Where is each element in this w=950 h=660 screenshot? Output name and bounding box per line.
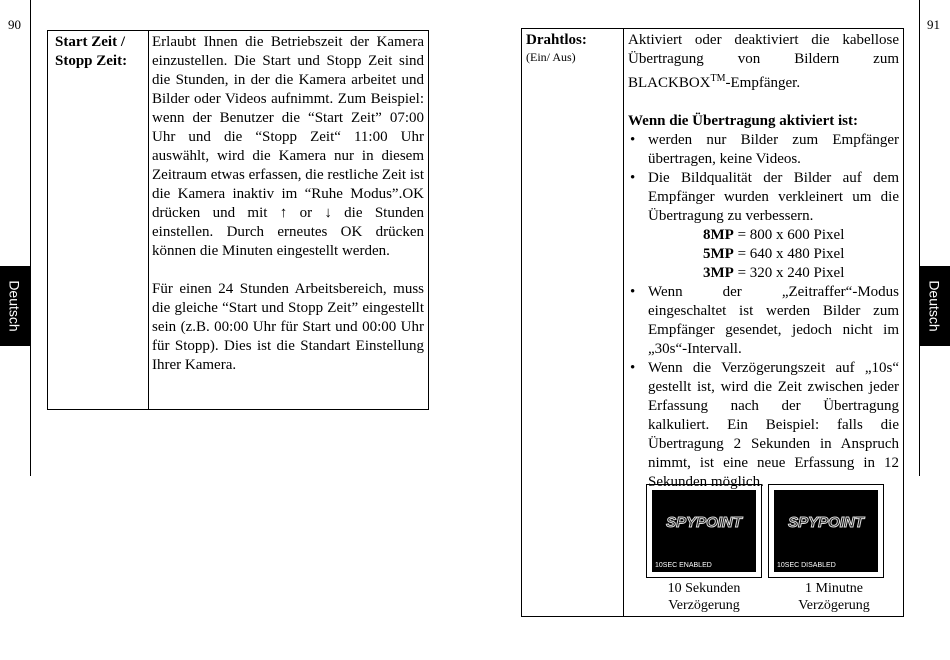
margin-line-right <box>919 0 920 476</box>
start-stop-24h-note: Für einen 24 Stunden Arbeitsbereich, muss die gleiche “Start und Stopp Zeit” eingestellt sein (z.B. 00:00 Uhr für Start und 00:00 Uhr für Stopp). Dies ist die Standart Einstellung Ihrer Kamera. <box>152 281 424 373</box>
page-number-left: 90 <box>8 17 21 32</box>
list-item: • Wenn die Verzögerungszeit auf „10s“ gestellt ist, wird die Zeit zwischen jeder Erfassung nach der Übertragung kalkuliert. Ein Beispiel: falls die Übertragung 2 Sekunden in Anspruch nimmt, ist eine neue Erfassung in 12 Sekunden möglich. <box>630 360 899 490</box>
screen-image-10sec-disabled <box>768 484 884 578</box>
spypoint-logo: SPYPOINT <box>666 514 742 531</box>
resolution-3mp: 3MP = 320 x 240 Pixel <box>703 265 845 281</box>
image-caption-enabled: 10 Sekunden Verzögerung <box>667 581 741 613</box>
screen-status-text: 10SEC DISABLED <box>777 562 836 569</box>
row-label: Drahtlos: <box>526 32 587 48</box>
row-label-cell <box>522 29 624 616</box>
start-stop-description: Erlaubt Ihnen die Betriebszeit der Kamera einzustellen. Die Start und Stopp Zeit sind die Stunden, in der die Kamera arbeitet und Bilder oder Videos aufnimmt. Zum Beispiel: wenn der Benutzer die “Start Zeit” 07:00 Uhr und die “Stopp Zeit“ 11:00 Uhr auswählt, wird die Kamera nur in diesem Zeitraum etwas erfassen, die restliche Zeit ist die Kamera inaktiv im “Ruhe Modus”.OK drücken und mit ↑ or ↓ die Stunden einstellen. Durch erneutes OK drücken können die Minuten eingestellt werden. <box>152 34 424 259</box>
list-item: • Wenn der „Zeitraffer“-Modus eingeschaltet ist werden Bilder zum Empfänger gesendet, jedoch nicht im „30s“-Intervall. <box>630 284 899 357</box>
row-label-line1: Start Zeit / <box>55 34 125 50</box>
list-item: • werden nur Bilder zum Empfänger übertragen, keine Videos. <box>630 132 899 167</box>
screen-status-text: 10SEC ENABLED <box>655 562 712 569</box>
screen-image-10sec-enabled <box>646 484 762 578</box>
resolution-8mp: 8MP = 800 x 600 Pixel <box>703 227 845 243</box>
row-label-cell <box>48 31 149 409</box>
list-item: • Die Bildqualität der Bilder auf dem Empfänger wurden verkleinert um die Übertragung zu verbessern. 8MP = 800 x 600 Pixel 5MP = 640 x 480 Pixel 3MP = 320 x 240 Pixel <box>630 170 899 281</box>
image-caption-disabled: 1 Minutne Verzögerung <box>798 581 870 613</box>
settings-table-start-stop <box>47 30 429 410</box>
row-label-sub: (Ein/ Aus) <box>526 50 576 64</box>
screen-examples <box>646 484 904 614</box>
page-number-right: 91 <box>927 17 940 32</box>
language-tab-right: Deutsch <box>920 266 950 346</box>
row-body-cell <box>149 31 428 409</box>
spypoint-logo: SPYPOINT <box>788 514 864 531</box>
margin-line-left <box>30 0 31 476</box>
wireless-enabled-heading: Wenn die Übertragung aktiviert ist: <box>628 113 858 129</box>
language-tab-left: Deutsch <box>0 266 30 346</box>
wireless-bullet-list <box>628 131 899 492</box>
row-label-line2: Stopp Zeit: <box>55 53 128 69</box>
wireless-description: Aktiviert oder deaktiviert die kabellose Übertragung von Bildern zum BLACKBOX™-Empfänger. <box>628 32 899 91</box>
resolution-5mp: 5MP = 640 x 480 Pixel <box>703 246 845 262</box>
